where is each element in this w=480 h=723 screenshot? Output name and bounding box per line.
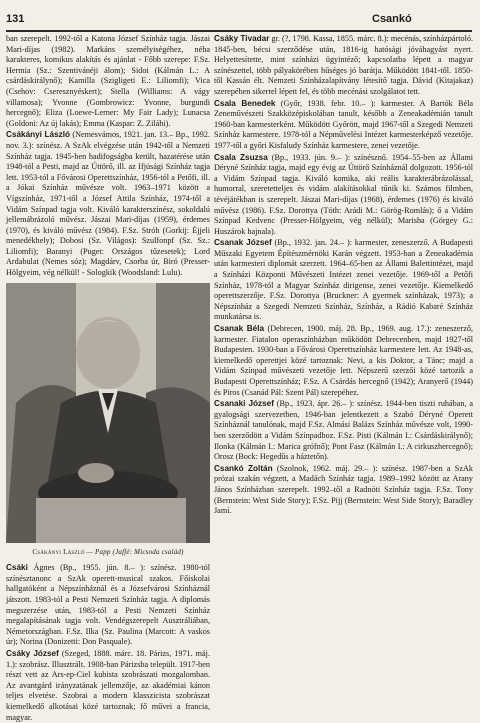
caption-name: Csákányi László [32,547,85,556]
entry-text: (Bp., 1923. ápr. 26.– ): színész. 1944-ben tiszti ruhában, a gyalogsági szervezetben, 1946-ban jelentkezett a Szabó Déryné Operett Színháznál tanulónak, majd F.Sz. Almási Balázs Színház művésze volt, 1990-ben szerződött a Vidám Színpadhoz. F.Sz. Pisti (Kálmán I.: Csárdáskirálynő); Ilonka (Kálmán I.: Marica grófnő); Pont Fasz (Kálmán I.: A cirkuszhercegnő); Orosz (Bock: Hegedűs a háztetőn). [214,399,473,462]
entry-name: Csala Zsuzsa [214,152,268,162]
entry-text: ban szerepelt. 1992-től a Katona József Színház tagja. Jászai Mari-díjas (1982). Markáns személyiségéhez, néha karakteres, komikus alakítás és ajánlat - Főbb szerepe: F.Sz. Hermia (Sz.: Szentivánéji álom); Sidoi (Kálmán L.: A csárdáskirálynő); Kamilla (Szigligeti E.: Liliomfi); Vica (Csehov: Cseresznyéskert); Stella (Williams: A vágy villamosa); Yvonne (Gombrowicz: Yvonne, burgundi hercegnő); Eliza (Loewe-Lerner: My Fair Lady); Lunacsa (Goldoni: Az új lakás); Emma (Kaspar: Z. Ziláhi). [6,34,210,128]
photo-caption: Csákányi László — Papp (Jaffé: Micsoda család) [32,547,184,556]
entry-text: gr. (?, 1798. Kassa, 1855. márc. 8.): mecénás, színházpártoló. 1845-ben, bécsi szerződése után, 1816-ig hatósági jóváhagyást nyert. Helyettesítette, mint színházi ügyintéző; kapcsolatba lépett a magyar színészettel, több pályakörében hűséges jó barátja. Működött 1841-től. 1850-től Kassán élt. Nemzeti Színházalapítvány létesítő tagja. Dávid (Kitajakaz) szerepében sikerrel lépett fel, és több mecénási szolgálatot tett. [214,34,474,96]
entry [6,563,210,648]
caption-role: Papp (Jaffé: Micsoda család) [95,547,184,556]
entry [6,130,210,278]
entry-name: Csanaki József [214,399,274,409]
entry [214,99,473,152]
portrait-photo [6,283,210,543]
right-column [214,34,473,634]
entry [214,238,473,323]
entry [214,464,473,517]
entry-name: Csala Benedek [214,98,276,108]
entry [214,399,473,463]
entry-text: (Nemesvámos, 1921. jan. 13.– Bp., 1992. nov. 3.): színész. A SzAk elvégzése után 1942-től a Nemzeti Színház tagja. 1945-ben hadifogságba került, hazatérése után 1948-tól a Pesti, majd az Úttörő, ill. az Ifjúsági Színház tagja lett. 1953-tól a Fővárosi Operettszínház, 1956-tól a Petőfi, ill. a Jókai Színház művésze volt. 1963–1971 között a Vígszínház, 1971-től a József Attila Színház, 1974-től a Vidám Színpad tagja volt. Kiváló karakterszínész, sokoldalú jellemábrázoló művész. Jászai Mari-díjas (1959), érdemes (1970), és kiváló művész (1984). F.Sz. Stróh (Gorkij: Éjjeli menedékhely); Dobosi (Sz. Világos): Szulfonpf (Sz. Sz.: Liliomfi); Baranyi (Puget: Országos tűzesetek); Lord Ardabulat (Nemes sóz); Magdárv, Csorba úr, Biró (Presser-Hölgyeim, vég nélkül! - Sologkik (Woodsland: Lulu). [6,130,210,278]
portrait-image [6,283,210,543]
entry-text: (Szeged, 1888. márc. 18. Párizs, 1971. máj. 1.): szobrász. Illusztrált. 1908-ban Párizsba települt. 1917-ben részt vett az Ars-ep-Ciel kubista szobrászati mozgalomban. Az avantgárd irányzatának jellemzője, az akadémiai kánon teljes elvetése. Szobrai a modern klasszicista szobrászat kiemelkedő alkotásai közé tartoznak; fő művei a francia, magyar. [6,649,210,722]
running-headword: Csankó [372,13,412,25]
entry [214,34,473,98]
entry-name: Csankó Zoltán [214,463,273,473]
entry-name: Csanak Béla [214,324,265,334]
page-header [6,12,472,32]
entry-name: Csáki [6,563,28,573]
entry-text: (Debrecen, 1900. máj. 28. Bp., 1969. aug. 17.): zeneszerző, karmester. Fiatalon operaszínházban működött Debrecenben, majd 1927-től Budapesten. 1930-ban a Fővárosi Operettszínház karmestere lett. Az 1948-as, kiemelkedő operettjei közé tartoznak: Nevi, a kis Doktor, a Tánc; majd a Vidám Színpad művészeti vezetője lett. Népszerű szerzői közé tartozik a Budapesti Operettszínház; F.Sz. A Csárdás hercegnő (1942); Aranyerő (1944) és Piros (Csanád Pál: Szent Pál) szerepéhez. [214,324,474,397]
entry-text: (Szolnok, 1962. máj. 29.– ): színész. 1987-ben a SzAk prózai szakán végzett, a Madách Színház tagja. 1989–1992 között az Arany János Színházban szerepelt. 1992–től a Radnóti Színház tagja. F.Sz. Tony (Bernstein: West Side Story); F.Sz. Pijj (Bernstein: West Side Story); Baradley Jamí. [214,463,473,516]
entry [214,153,473,238]
entry [6,34,210,129]
entry-name: Csanak József [214,238,272,248]
entry [214,324,473,398]
entry-name: Csáky József [6,649,59,658]
entry-name: Csáky Tivadar [214,34,270,43]
entry-text: (Bp., 1932. jan. 24.– ): karmester, zeneszerző. A Budapesti Műszaki Egyetem Építészmérnöki Karán végzett. 1953-ban a Zeneakadémia után karmesteri diplomát szerzett. 1964–65-ben az Állami Balettintézet, majd a Színházi Központi Művészeti Intézet zenei vezetője. 1969-től a Petőfi Színház, 1978-tól a Magyar Színház dirigense, zenei vezetője. Kiemelkedő operettszerzője. F.Sz. Dorottya (Bruckner: A gyermek színházak, 1973); a Népszínház a Szegedi Nemzeti Színház, Színház, a Rádió Kabaré Színház munkatársa is. [214,238,473,322]
left-column [6,34,210,722]
page-number: 131 [6,13,25,25]
entry-text: (Bp., 1933. jún. 9.– ): színésznő. 1954–55-ben az Állami Déryné Színház tagja, majd egy évig az Úttörő Színháznál dolgozott. 1956-tól a Vidám Színpad tagja. Kiváló komika, aki reális karakterábrázolással, humorral, szeretetteljes és vidám alakításokkal tűnik ki. Számos filmben, tévéjátékban is szerepelt. Jászai Mari-díjas (1968), érdemes (1976) és kiváló művész (1986). F.Sz. Dorottya (Tóth: Arádi M.: Görög-Romlás); ő a Vidám Színpad Kedvenc (Presser-Hölgyeim, vég nélkül); Marisha (Görgey G.: Huszárok hajnala). [214,152,473,236]
entry-text: (Győr, 1938. febr. 10.– ): karmester. A Bartók Béla Zeneművészeti Szakközépiskolában tanult, később a Zeneakadémián tanult 1960-ban karmesterként. Működött Győrött, majd 1967-től a Szegedi Nemzeti Színház karmestere. 1978-tól a Népművelési Intézet karmesterképző vezetője. 1977-től a győri Kisfaludy Színház karmestere, zenei vezetője. [214,98,473,150]
entry [6,649,210,723]
entry-text: Ágnes (Bp., 1955. jún. 8.– ): színész. 1980-tól színésztanonc a SzAk operett-musical szakos. Főiskolai hallgatóként a Népszínháznál és a Józsefvárosi Színháznál játszott. 1983-tól a Pesti Nemzeti Színház tagja. A diplomás megszerzése után, 1983-tól a Pesti Nemzeti Színház megalapításának tagja volt. Vendégszerepelt Ausztráliában, Németországban. F.Sz. Ilka (Sz. Paulina (Marcott: A vaskos úr); Norina (Donizetti: Don Pasquale). [6,563,210,647]
entry-name: Csákányi László [6,130,71,140]
